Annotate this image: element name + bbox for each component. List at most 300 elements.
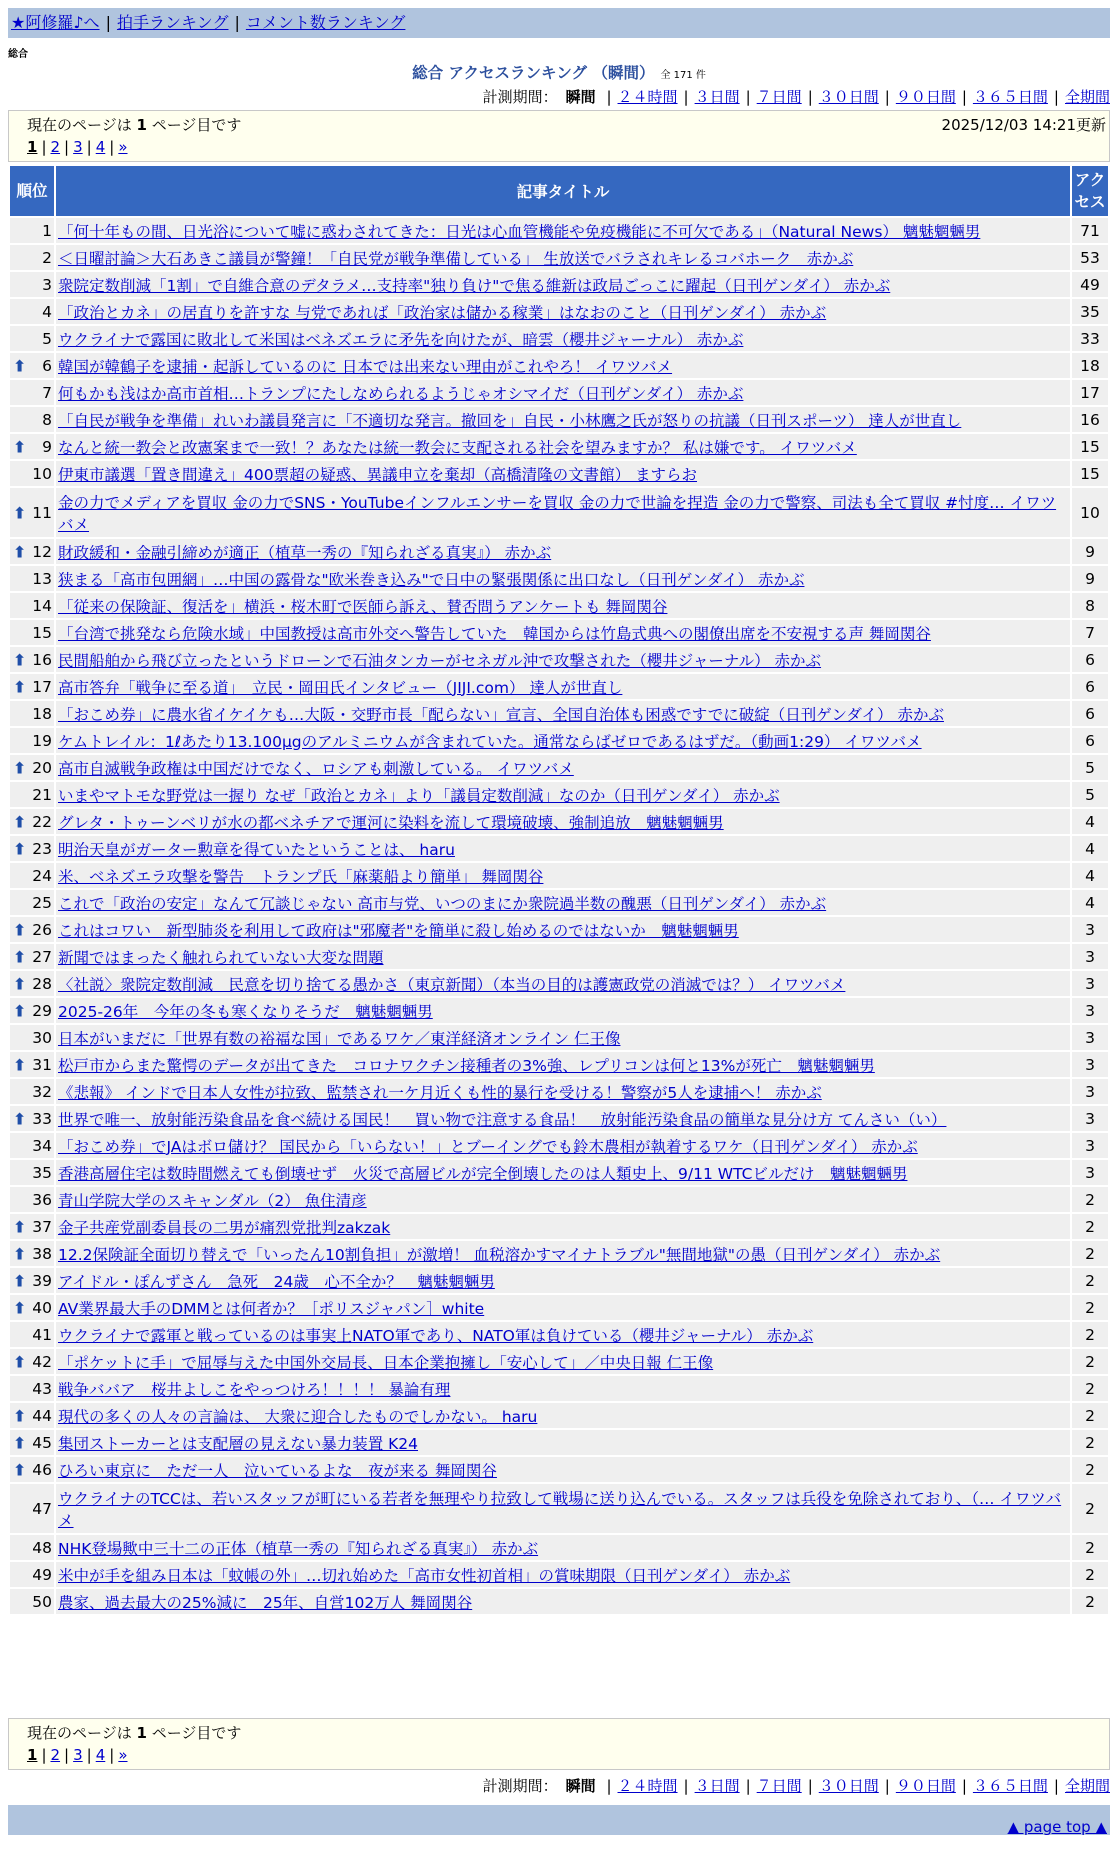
table-row (10, 299, 1108, 324)
rank-cell (10, 593, 54, 618)
table-row (10, 728, 1108, 753)
pager-link[interactable]: » (118, 1746, 128, 1764)
table-row (10, 1106, 1108, 1131)
up-arrow-icon: ⬆ (13, 650, 27, 669)
rank-number: 34 (32, 1136, 52, 1155)
article-link[interactable]: グレタ・トゥーンベリが水の都ベネチアで運河に染料を流して環境破壊、強制追放 魑魅魍魎男 (58, 813, 724, 832)
title-cell (56, 1430, 1070, 1455)
rank-cell (10, 1430, 54, 1455)
header-title: 記事タイトル (56, 166, 1070, 216)
article-link[interactable]: 民間船舶から飛び立ったというドローンで石油タンカーがセネガル沖で攻撃された（櫻井ジャーナル） 赤かぶ (58, 651, 822, 670)
table-row (10, 1079, 1108, 1104)
title-cell (56, 917, 1070, 942)
article-link[interactable]: これで「政治の安定」なんて冗談じゃない 高市与党、いつのまにか衆院過半数の醜悪（日刊ゲンダイ） 赤かぶ (58, 894, 827, 913)
access-count: 4 (1072, 863, 1108, 888)
article-link[interactable]: 《悲報》 インドで日本人女性が拉致、監禁され一ケ月近くも性的暴行を受ける！警察が5人を逮捕へ！ 赤かぶ (58, 1083, 822, 1102)
access-count: 2 (1072, 1295, 1108, 1320)
rank-number: 12 (32, 542, 52, 561)
pager-link[interactable]: » (118, 138, 128, 156)
pager-link[interactable]: 3 (73, 1746, 83, 1764)
period-separator: | (961, 88, 967, 106)
table-row (10, 1376, 1108, 1401)
access-count: 2 (1072, 1214, 1108, 1239)
title-cell (56, 647, 1070, 672)
period-link[interactable]: ７日間 (756, 1777, 802, 1795)
period-links (600, 88, 1110, 106)
article-link[interactable]: 松戸市からまた驚愕のデータが出てきた コロナワクチン接種者の3%強、レプリコンは何と13%が死亡 魑魅魍魎男 (58, 1056, 875, 1075)
title-cell (56, 809, 1070, 834)
title-cell (56, 434, 1070, 459)
period-link[interactable]: 全期間 (1064, 88, 1110, 106)
title-cell (56, 1457, 1070, 1482)
article-link[interactable]: アイドル・ぽんずさん 急死 24歳 心不全か？ 魑魅魍魎男 (58, 1272, 495, 1291)
period-link[interactable]: ３６５日間 (972, 88, 1048, 106)
top-nav-bar (8, 8, 1110, 38)
title-cell (56, 701, 1070, 726)
title-cell (56, 998, 1070, 1023)
comment-ranking-link[interactable]: コメント数ランキング (245, 13, 406, 32)
article-link[interactable]: 新聞ではまったく触れられていない大変な問題 (58, 948, 384, 967)
article-link[interactable]: 集団ストーカーとは支配層の見えない暴力装置 K24 (58, 1434, 419, 1453)
access-count: 3 (1072, 944, 1108, 969)
rank-number: 45 (32, 1433, 52, 1452)
title-cell (56, 1106, 1070, 1131)
access-count: 3 (1072, 1052, 1108, 1077)
up-arrow-icon: ⬆ (13, 1433, 27, 1452)
table-row (10, 755, 1108, 780)
pager-link[interactable]: 4 (95, 138, 106, 156)
article-link[interactable]: これはコワい 新型肺炎を利用して政府は"邪魔者"を簡単に殺し始めるのではないか 魑魅魍魎男 (58, 921, 739, 940)
article-link[interactable]: 金子共産党副委員長の二男が痛烈党批判zakzak (58, 1218, 391, 1237)
rank-number: 36 (32, 1190, 52, 1209)
updated-timestamp: 2025/12/03 14:21更新 (941, 116, 1106, 134)
table-row (10, 1133, 1108, 1158)
up-arrow-icon: ⬆ (13, 503, 27, 522)
access-count: 2 (1072, 1322, 1108, 1347)
access-count: 18 (1072, 353, 1108, 378)
period-separator: | (606, 88, 612, 106)
title-cell (56, 1133, 1070, 1158)
rank-number: 46 (32, 1460, 52, 1479)
table-row (10, 407, 1108, 432)
rank-cell (10, 1484, 54, 1533)
rank-number: 33 (32, 1109, 52, 1128)
rank-number: 41 (32, 1325, 52, 1344)
rank-cell (10, 917, 54, 942)
rank-cell (10, 674, 54, 699)
period-separator: | (884, 1777, 890, 1795)
rank-number: 35 (32, 1163, 52, 1182)
pager-link[interactable]: 2 (50, 138, 61, 156)
pager-current: 1 (27, 1746, 38, 1764)
rank-number: 42 (32, 1352, 52, 1371)
access-count: 71 (1072, 218, 1108, 243)
up-arrow-icon: ⬆ (13, 1001, 27, 1020)
rank-cell (10, 407, 54, 432)
article-link[interactable]: 米、ベネズエラ攻撃を警告 トランプ氏「麻薬船より簡単」 舞岡関谷 (58, 867, 544, 886)
table-row (10, 461, 1108, 486)
article-link[interactable]: 「ポケットに手」で屈辱与えた中国外交局長、日本企業抱擁し「安心して」／中央日報 仁王像 (58, 1353, 714, 1372)
rank-cell (10, 1214, 54, 1239)
article-link[interactable]: 日本がいまだに「世界有数の裕福な国」であるワケ／東洋経済オンライン 仁王像 (58, 1029, 621, 1048)
article-link[interactable]: 「おこめ券」に農水省イケイケも…大阪・交野市長「配らない」宣言、全国自治体も困惑ですでに破綻（日刊ゲンダイ） 赤かぶ (58, 705, 944, 724)
rank-cell (10, 836, 54, 861)
rank-cell (10, 1349, 54, 1374)
table-row (10, 674, 1108, 699)
pager-separator: | (41, 138, 47, 156)
rank-cell (10, 647, 54, 672)
ranking-title: 総合 アクセスランキング （瞬間） (412, 64, 655, 82)
rank-cell (10, 1457, 54, 1482)
rank-cell (10, 809, 54, 834)
period-link[interactable]: ３０日間 (818, 1777, 879, 1795)
table-row (10, 1535, 1108, 1560)
pager-link[interactable]: 4 (95, 1746, 106, 1764)
rank-cell (10, 863, 54, 888)
nav-separator: | (105, 13, 111, 32)
title-cell (56, 755, 1070, 780)
article-link[interactable]: ＜日曜討論＞大石あきこ議員が警鐘！「自民党が戦争準備している」 生放送でバラされキレるコバホーク 赤かぶ (58, 249, 854, 268)
header-access: アクセス (1072, 166, 1108, 216)
table-row (10, 890, 1108, 915)
access-count: 15 (1072, 461, 1108, 486)
period-separator: | (807, 88, 813, 106)
access-count: 3 (1072, 1133, 1108, 1158)
table-row (10, 488, 1108, 537)
article-link[interactable]: 狭まる「高市包囲網」…中国の露骨な"欧米巻き込み"で日中の緊張関係に出口なし（日刊ゲンダイ） 赤かぶ (58, 570, 805, 589)
table-row (10, 1025, 1108, 1050)
title-cell (56, 971, 1070, 996)
table-row (10, 353, 1108, 378)
article-link[interactable]: AV業界最大手のDMMとは何者か？［ポリスジャパン］white (58, 1299, 485, 1318)
table-row (10, 863, 1108, 888)
article-link[interactable]: 「従来の保険証、復活を」横浜・桜木町で医師ら訴え、賛否問うアンケートも 舞岡関谷 (58, 597, 668, 616)
access-count: 2 (1072, 1241, 1108, 1266)
access-count: 3 (1072, 1025, 1108, 1050)
rank-number: 14 (32, 596, 52, 615)
pager-separator: | (41, 1746, 47, 1764)
title-cell (56, 245, 1070, 270)
up-arrow-icon: ⬆ (13, 542, 27, 561)
rank-cell (10, 971, 54, 996)
rank-number: 17 (32, 677, 52, 696)
rank-number: 37 (32, 1217, 52, 1236)
article-link[interactable]: 〈社説〉衆院定数削減 民意を切り捨てる愚かさ（東京新聞）（本当の目的は護憲政党の消滅では？） イワツバメ (58, 975, 846, 994)
rank-number: 31 (32, 1055, 52, 1074)
rank-cell (10, 1160, 54, 1185)
rank-cell (10, 1052, 54, 1077)
period-separator: | (1053, 1777, 1059, 1795)
rank-cell (10, 620, 54, 645)
rank-cell (10, 1025, 54, 1050)
table-row (10, 701, 1108, 726)
title-cell (56, 1589, 1070, 1614)
rank-number: 5 (42, 329, 52, 348)
title-cell (56, 1562, 1070, 1587)
rank-cell (10, 890, 54, 915)
access-count: 3 (1072, 1106, 1108, 1131)
rank-number: 9 (42, 437, 52, 456)
table-row (10, 1214, 1108, 1239)
article-link[interactable]: 「おこめ券」でJAはボロ儲け？ 国民から「いらない！」とブーイングでも鈴木農相が執着するワケ（日刊ゲンダイ） 赤かぶ (58, 1137, 918, 1156)
table-row (10, 326, 1108, 351)
rank-cell (10, 1376, 54, 1401)
period-link[interactable]: ３０日間 (818, 88, 879, 106)
table-row (10, 539, 1108, 564)
title-cell (56, 836, 1070, 861)
period-link[interactable]: ９０日間 (895, 88, 956, 106)
rank-cell (10, 461, 54, 486)
article-link[interactable]: なんと統一教会と改憲案まで一致！？あなたは統一教会に支配される社会を望みますか？ 私は嫌です。 イワツバメ (58, 438, 857, 457)
rank-cell (10, 944, 54, 969)
rank-cell (10, 326, 54, 351)
article-link[interactable]: ウクライナで露軍と戦っているのは事実上NATO軍であり、NATO軍は負けている（櫻井ジャーナル） 赤かぶ (58, 1326, 814, 1345)
access-count: 2 (1072, 1484, 1108, 1533)
article-link[interactable]: 香港高層住宅は数時間燃えても倒壊せず 火災で高層ビルが完全倒壊したのは人類史上、9/11 WTCビルだけ 魑魅魍魎男 (58, 1164, 908, 1183)
access-count: 2 (1072, 1187, 1108, 1212)
table-row (10, 998, 1108, 1023)
title-cell (56, 728, 1070, 753)
rank-cell (10, 728, 54, 753)
rank-number: 4 (42, 302, 52, 321)
page-indicator: 現在のページは 1 ページ目です (27, 1724, 242, 1742)
title-cell (56, 1403, 1070, 1428)
period-separator: | (961, 1777, 967, 1795)
access-count: 7 (1072, 620, 1108, 645)
rank-number: 22 (32, 812, 52, 831)
article-link[interactable]: ウクライナのTCCは、若いスタッフが町にいる若者を無理やり拉致して戦場に送り込んでいる。スタッフは兵役を免除されており、（… イワツバメ (58, 1489, 1062, 1530)
access-count: 8 (1072, 593, 1108, 618)
article-link[interactable]: いまやマトモな野党は一握り なぜ「政治とカネ」より「議員定数削減」なのか（日刊ゲンダイ） 赤かぶ (58, 786, 780, 805)
article-link[interactable]: 高市答弁「戦争に至る道」 立民・岡田氏インタビュー（JIJI.com） 達人が世直し (58, 678, 623, 697)
access-count: 6 (1072, 728, 1108, 753)
table-row (10, 1562, 1108, 1587)
access-count: 33 (1072, 326, 1108, 351)
rank-cell (10, 272, 54, 297)
rank-cell (10, 1133, 54, 1158)
rank-number: 8 (42, 410, 52, 429)
rank-cell (10, 488, 54, 537)
access-count: 3 (1072, 998, 1108, 1023)
article-link[interactable]: NHK登場歟中三十二の正体（植草一秀の『知られざる真実』） 赤かぶ (58, 1539, 539, 1558)
title-cell (56, 1268, 1070, 1293)
rank-cell (10, 1403, 54, 1428)
title-cell (56, 218, 1070, 243)
article-link[interactable]: ひろい東京に ただ一人 泣いているよな 夜が来る 舞岡関谷 (58, 1461, 497, 1480)
rank-cell (10, 245, 54, 270)
up-arrow-icon: ⬆ (13, 356, 27, 375)
up-arrow-icon: ⬆ (13, 1406, 27, 1425)
table-row (10, 1295, 1108, 1320)
table-row (10, 620, 1108, 645)
rank-number: 7 (42, 383, 52, 402)
up-arrow-icon: ⬆ (13, 1217, 27, 1236)
page-top-link[interactable]: ▲ page top ▲ (1007, 1818, 1107, 1836)
table-row (10, 944, 1108, 969)
rank-number: 1 (42, 221, 52, 240)
table-row (10, 566, 1108, 591)
article-link[interactable]: 世界で唯一、放射能汚染食品を食べ続ける国民！ 買い物で注意する食品！ 放射能汚染食品の簡単な見分け方 てんさい（い） (58, 1110, 947, 1129)
up-arrow-icon: ⬆ (13, 812, 27, 831)
pager-link[interactable]: 2 (50, 1746, 61, 1764)
period-separator: | (683, 1777, 689, 1795)
pager-separator: | (109, 1746, 115, 1764)
period-current: 瞬間 (565, 1777, 596, 1795)
access-count: 3 (1072, 1160, 1108, 1185)
period-link[interactable]: ９０日間 (895, 1777, 956, 1795)
article-link[interactable]: 高市自滅戦争政権は中国だけでなく、ロシアも刺激している。 イワツバメ (58, 759, 574, 778)
period-link[interactable]: ３日間 (694, 88, 740, 106)
article-link[interactable]: 韓国が韓鶴子を逮捕・起訴しているのに 日本では出来ない理由がこれやろ！ イワツバメ (58, 357, 673, 376)
table-row (10, 1589, 1108, 1614)
title-cell (56, 407, 1070, 432)
access-count: 5 (1072, 755, 1108, 780)
period-selector-top (483, 86, 1110, 107)
rank-number: 47 (32, 1499, 52, 1518)
title-cell (56, 566, 1070, 591)
article-link[interactable]: 「何十年もの間、日光浴について嘘に惑わされてきた：日光は心血管機能や免疫機能に不可欠である」（Natural News） 魑魅魍魎男 (58, 222, 981, 241)
rank-number: 15 (32, 623, 52, 642)
article-link[interactable]: 「台湾で挑発なら危険水域」中国教授は高市外交へ警告していた 韓国からは竹島式典への閣僚出席を不安視する声 舞岡関谷 (58, 624, 931, 643)
access-count: 5 (1072, 782, 1108, 807)
pager-separator: | (109, 138, 115, 156)
period-link[interactable]: 全期間 (1064, 1777, 1110, 1795)
table-row (10, 434, 1108, 459)
article-link[interactable]: 青山学院大学のスキャンダル（2） 魚住清彦 (58, 1191, 367, 1210)
table-row (10, 1322, 1108, 1347)
table-row (10, 1268, 1108, 1293)
access-count: 4 (1072, 809, 1108, 834)
table-row (10, 809, 1108, 834)
period-separator: | (884, 88, 890, 106)
article-link[interactable]: 財政緩和・金融引締めが適正（植草一秀の『知られざる真実』） 赤かぶ (58, 543, 552, 562)
up-arrow-icon: ⬆ (13, 920, 27, 939)
title-cell (56, 593, 1070, 618)
period-separator: | (807, 1777, 813, 1795)
article-link[interactable]: 農家、過去最大の25%減に 25年、自営102万人 舞岡関谷 (58, 1593, 473, 1612)
access-count: 9 (1072, 539, 1108, 564)
period-selector-bottom (483, 1775, 1110, 1796)
article-link[interactable]: 現代の多くの人々の言論は、 大衆に迎合したものでしかない。 haru (58, 1407, 538, 1426)
article-link[interactable]: 「政治とカネ」の居直りを許すな 与党であれば「政治家は儲かる稼業」はなおのこと（日刊ゲンダイ） 赤かぶ (58, 303, 827, 322)
home-link[interactable]: ★阿修羅♪へ (11, 13, 100, 32)
period-link[interactable]: ７日間 (756, 88, 802, 106)
rank-cell (10, 1187, 54, 1212)
clap-ranking-link[interactable]: 拍手ランキング (116, 13, 229, 32)
article-link[interactable]: 「自民が戦争を準備」れいわ議員発言に「不適切な発言。撤回を」自民・小林鷹之氏が怒りの抗議（日刊スポーツ） 達人が世直し (58, 411, 962, 430)
rank-cell (10, 380, 54, 405)
period-separator: | (1053, 88, 1059, 106)
period-link[interactable]: ２４時間 (617, 88, 678, 106)
rank-cell (10, 1295, 54, 1320)
access-count: 4 (1072, 836, 1108, 861)
article-link[interactable]: 明治天皇がガーター勲章を得ていたということは、 haru (58, 840, 455, 859)
table-row (10, 272, 1108, 297)
rank-cell (10, 1535, 54, 1560)
rank-number: 25 (32, 893, 52, 912)
article-link[interactable]: ウクライナで露国に敗北して米国はベネズエラに矛先を向けたが、暗雲（櫻井ジャーナル） 赤かぶ (58, 330, 744, 349)
article-link[interactable]: 衆院定数削減「1割」で自維合意のデタラメ…支持率"独り負け"で焦る維新は政局ごっこに躍起（日刊ゲンダイ） 赤かぶ (58, 276, 891, 295)
period-separator: | (745, 88, 751, 106)
article-link[interactable]: 伊東市議選「置き間違え」400票超の疑惑、異議申立を棄却（高橋清隆の文書館） ますらお (58, 465, 698, 484)
access-count: 3 (1072, 971, 1108, 996)
table-row (10, 1457, 1108, 1482)
rank-number: 23 (32, 839, 52, 858)
table-row (10, 1187, 1108, 1212)
table-row (10, 1484, 1108, 1533)
ranking-table (8, 164, 1110, 1616)
title-cell (56, 620, 1070, 645)
title-cell (56, 1322, 1070, 1347)
article-link[interactable]: 金の力でメディアを買収 金の力でSNS・YouTubeインフルエンサーを買収 金の力で世論を捏造 金の力で警察、司法も全て買収 #忖度… イワツバメ (58, 493, 1057, 534)
title-cell (56, 353, 1070, 378)
nav-separator: | (234, 13, 240, 32)
article-link[interactable]: 12.2保険証全面切り替えで「いったん10割負担」が激増！ 血税溶かすマイナトラブル"無間地獄"の愚（日刊ゲンダイ） 赤かぶ (58, 1245, 941, 1264)
rank-number: 10 (32, 464, 52, 483)
access-count: 2 (1072, 1430, 1108, 1455)
page-info-top (8, 110, 1110, 162)
table-row (10, 836, 1108, 861)
access-count: 2 (1072, 1268, 1108, 1293)
title-cell (56, 782, 1070, 807)
access-count: 15 (1072, 434, 1108, 459)
rank-number: 26 (32, 920, 52, 939)
article-link[interactable]: 米中が手を組み日本は「蚊帳の外」…切れ始めた「高市女性初首相」の賞味期限（日刊ゲンダイ） 赤かぶ (58, 1566, 791, 1585)
title-cell (56, 890, 1070, 915)
rank-number: 44 (32, 1406, 52, 1425)
period-link[interactable]: ２４時間 (617, 1777, 678, 1795)
article-link[interactable]: ケムトレイル：1ℓあたり13.100μgのアルミニウムが含まれていた。通常ならばゼロであるはずだ。（動画1:29） イワツバメ (58, 732, 922, 751)
period-label: 計測期間： (482, 1777, 558, 1795)
rank-cell (10, 1268, 54, 1293)
access-count: 6 (1072, 647, 1108, 672)
rank-cell (10, 1241, 54, 1266)
pager-link[interactable]: 3 (73, 138, 83, 156)
period-link[interactable]: ３６５日間 (972, 1777, 1048, 1795)
access-count: 49 (1072, 272, 1108, 297)
rank-number: 2 (42, 248, 52, 267)
rank-number: 38 (32, 1244, 52, 1263)
rank-cell (10, 755, 54, 780)
rank-number: 16 (32, 650, 52, 669)
access-count: 9 (1072, 566, 1108, 591)
up-arrow-icon: ⬆ (13, 758, 27, 777)
article-link[interactable]: 2025-26年 今年の冬も寒くなりそうだ 魑魅魍魎男 (58, 1002, 433, 1021)
rank-number: 18 (32, 704, 52, 723)
page-indicator: 現在のページは 1 ページ目です (27, 116, 242, 134)
access-count: 2 (1072, 1376, 1108, 1401)
table-header-row (10, 166, 1108, 216)
access-count: 53 (1072, 245, 1108, 270)
table-row (10, 647, 1108, 672)
period-link[interactable]: ３日間 (694, 1777, 740, 1795)
up-arrow-icon: ⬆ (13, 1460, 27, 1479)
pager-separator: | (64, 1746, 70, 1764)
rank-number: 6 (42, 356, 52, 375)
up-arrow-icon: ⬆ (13, 974, 27, 993)
up-arrow-icon: ⬆ (13, 1271, 27, 1290)
pager (27, 1746, 128, 1764)
access-count: 17 (1072, 380, 1108, 405)
up-arrow-icon: ⬆ (13, 947, 27, 966)
title-cell (56, 1025, 1070, 1050)
article-link[interactable]: 何もかも浅はか高市首相…トランプにたしなめられるようじゃオシマイだ（日刊ゲンダイ） 赤かぶ (58, 384, 744, 403)
rank-number: 29 (32, 1001, 52, 1020)
access-count: 10 (1072, 488, 1108, 537)
period-links (600, 1777, 1110, 1795)
rank-number: 49 (32, 1565, 52, 1584)
article-link[interactable]: 戦争ババア 桜井よしこをやっつけろ！！！！ 暴論有理 (58, 1380, 451, 1399)
